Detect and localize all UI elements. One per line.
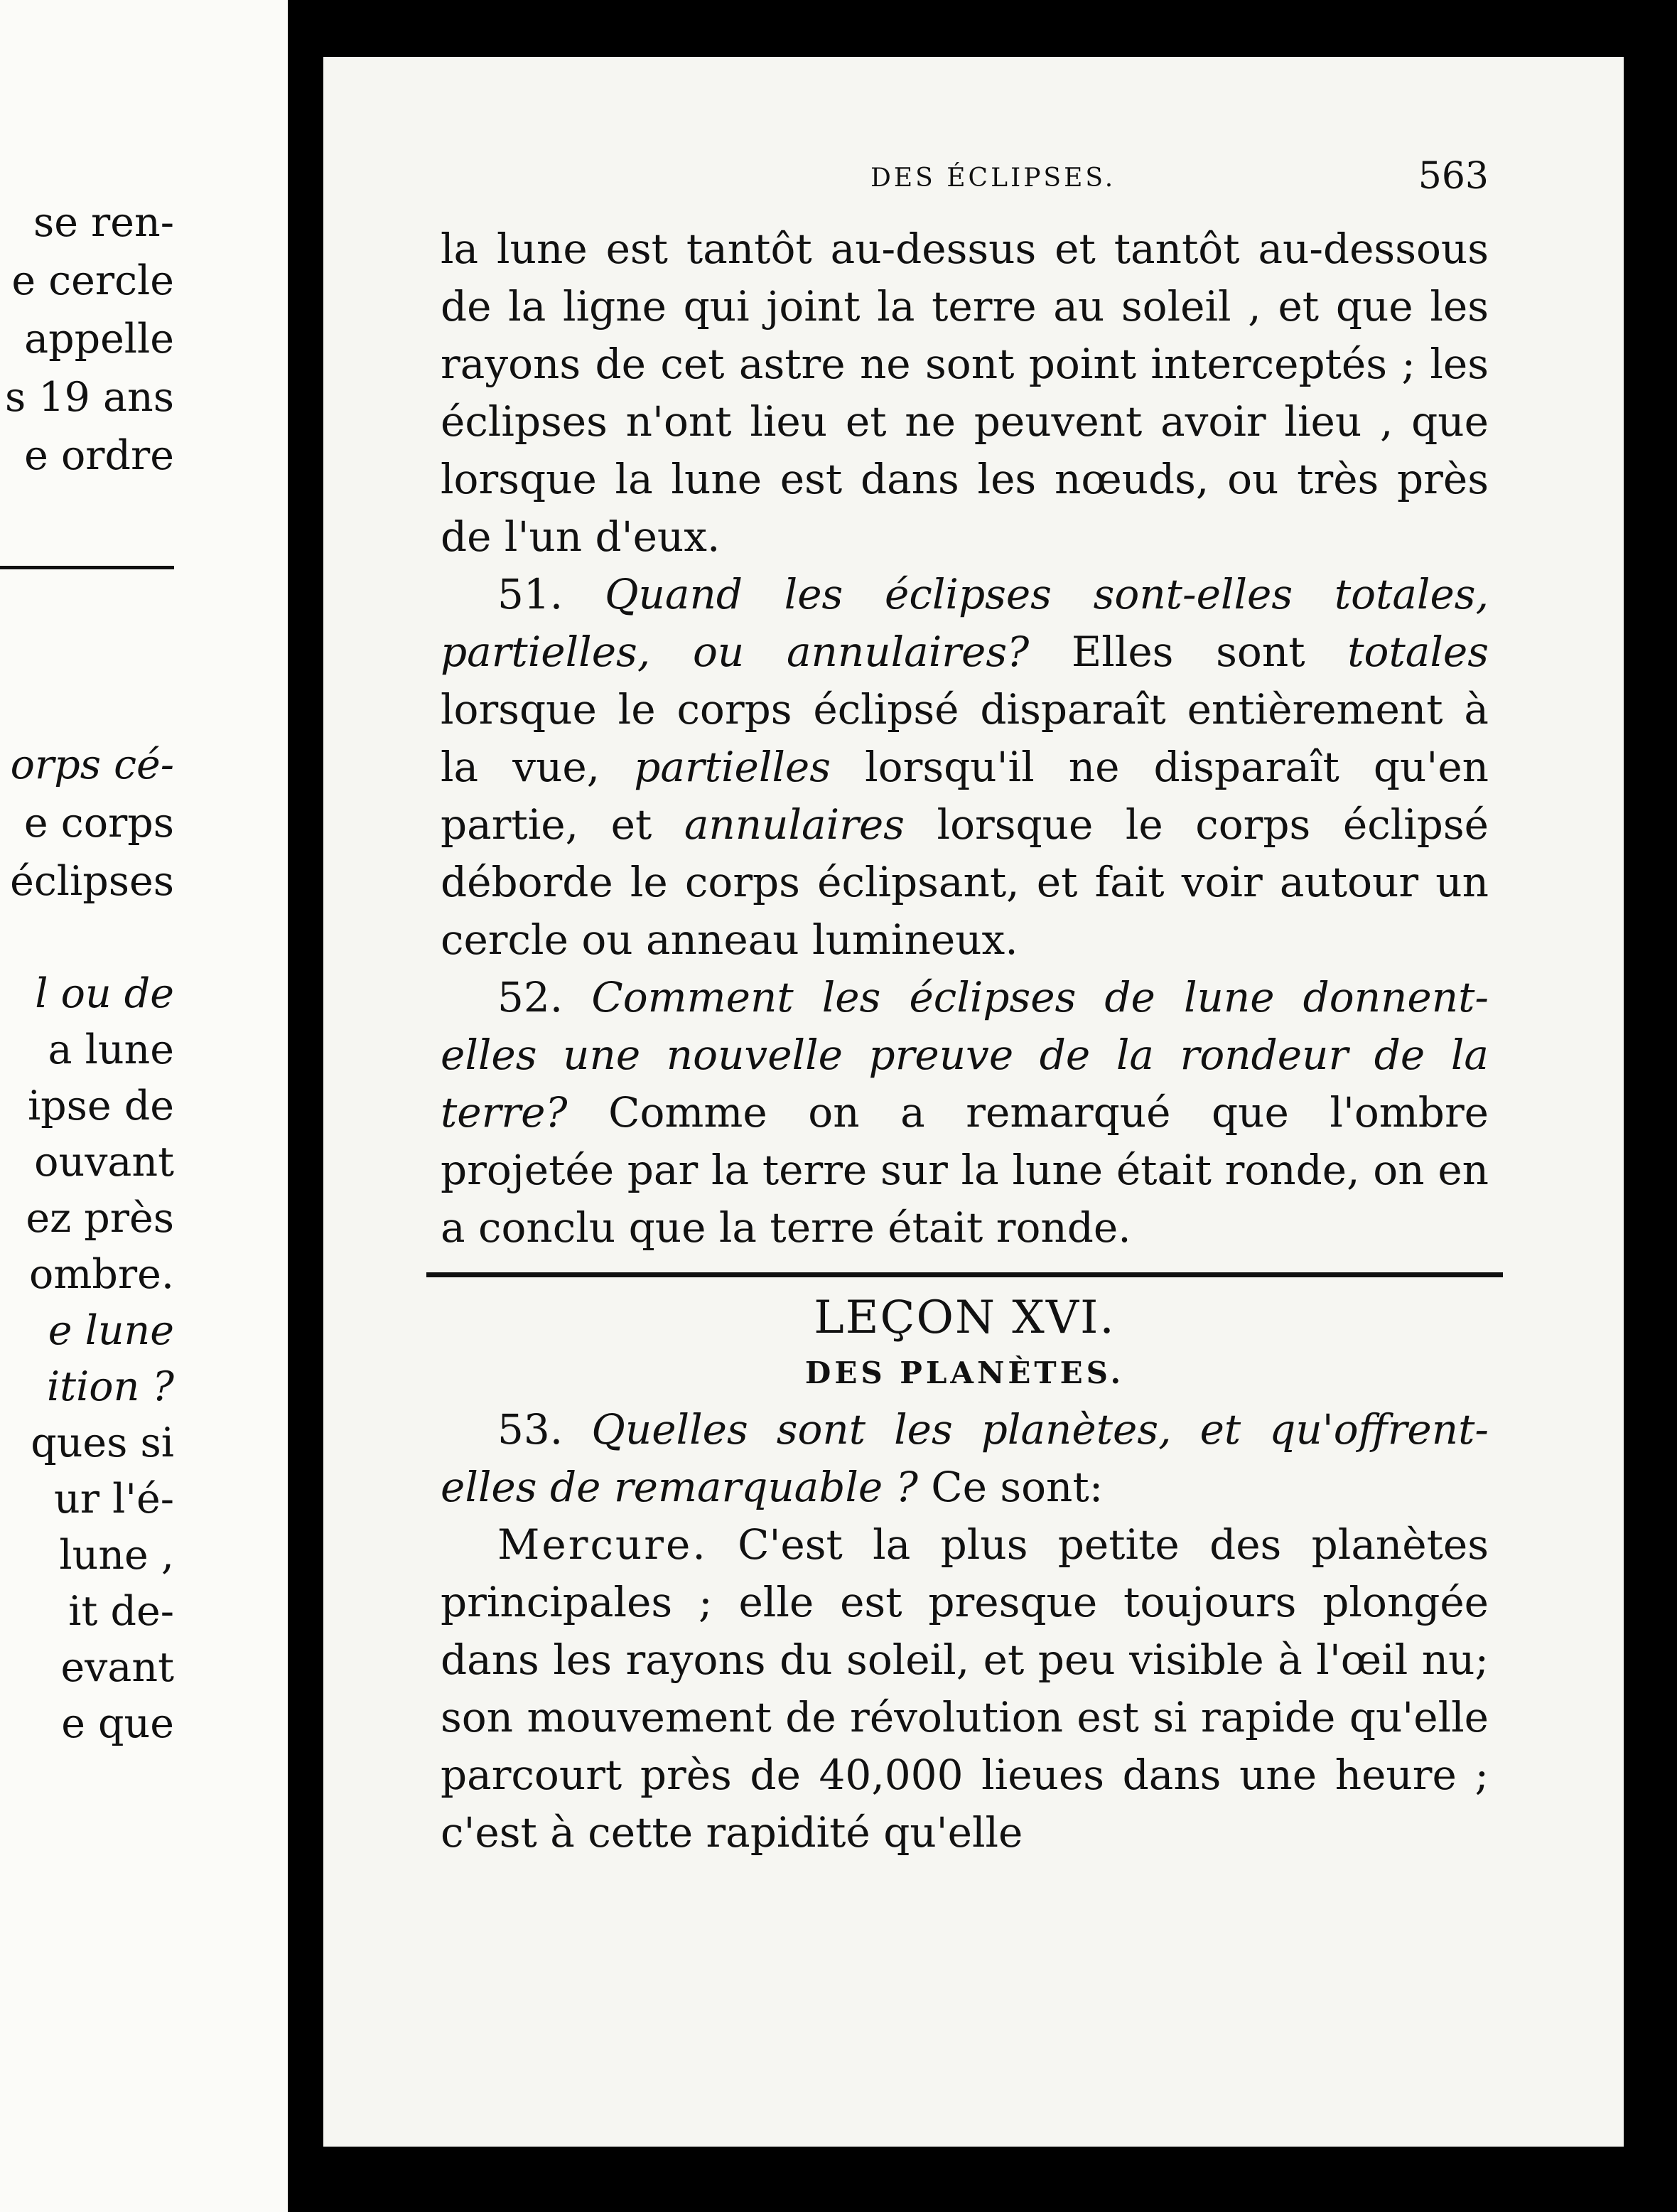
left-page-line: lune , [59,1532,174,1579]
question-number: 51. [497,570,564,618]
left-page-line: ques si [31,1419,174,1466]
question-text: Quelles sont les planètes, et qu'offrent-elles de remarquable ? [441,1405,1489,1511]
left-page-line: ez près [26,1195,174,1242]
lesson-title: LEÇON XVI. [814,1292,1116,1344]
answer-text: lorsqu'il ne disparaît qu'en partie, et [441,743,1489,849]
left-page-line: l ou de [35,970,174,1017]
running-title: DES ÉCLIPSES. [870,163,1116,193]
left-page-line: éclipses [10,858,174,905]
left-page-line: ouvant [34,1139,174,1186]
left-page-line: e que [61,1700,174,1747]
lesson-subtitle: DES PLANÈTES. [804,1355,1125,1390]
left-page-line: evant [60,1644,174,1691]
left-page-line: appelle [24,316,174,363]
left-page-rule [0,566,174,569]
answer-text: lorsque le corps éclipsé disparaît entièrement à la vue, [441,685,1489,791]
answer-text: Comme on a remarqué que l'ombre projetée par la terre sur la lune était ronde, on en a conclu que la terre était ronde. [441,1088,1489,1252]
left-page-line: orps cé- [10,741,174,788]
answer-term: totales [1347,628,1489,676]
left-page-line: ition ? [46,1363,174,1410]
question-51 [441,566,1489,969]
question-text: Comment les éclipses de lune donnent-elles une nouvelle preuve de la rondeur de la terre? [441,973,1489,1137]
answer-text: lorsque le corps éclipsé déborde le corps éclipsant, et fait voir autour un cercle ou anneau lumineux. [441,800,1489,964]
answer-term: annulaires [684,800,905,849]
right-page [323,57,1624,2147]
question-text: Quand les éclipses sont-elles totales, partielles, ou annulaires? [441,570,1489,676]
book-gutter [288,0,323,2212]
question-number: 53. [497,1405,564,1454]
left-page-line: ombre. [29,1251,174,1298]
question-number: 52. [497,973,564,1021]
section-rule [426,1272,1503,1277]
planet-description: C'est la plus petite des planètes principales ; elle est presque toujours plongée dans les rayons du soleil, et peu visible à l'œil nu; son mouvement de révolution est si rapide qu'elle parcourt près de 40,000 lieues dans une heure ; c'est à cette rapidité qu'elle [441,1520,1489,1857]
left-page-line: e ordre [24,432,174,479]
mercure-paragraph [441,1516,1489,1862]
left-page-line: ipse de [27,1083,174,1129]
left-page-line: it de- [68,1588,174,1635]
planet-name: Mercure. [497,1520,708,1569]
text-body [441,220,1489,1862]
question-53 [441,1401,1489,1516]
left-page-fragment [0,0,288,2212]
left-page-line: e corps [23,800,174,847]
page-number: 563 [1418,155,1489,198]
left-page-line: e cercle [11,257,174,304]
left-page-line: a lune [48,1026,174,1073]
left-page-line: ur l'é- [54,1476,174,1523]
answer-text: Ce sont: [917,1463,1104,1511]
question-52 [441,969,1489,1257]
answer-term: partielles [634,743,831,791]
left-page-line: se ren- [33,199,174,246]
paragraph-continuation: la lune est tantôt au-dessus et tantôt au-dessous de la ligne qui joint la terre au soleil , et que les rayons de cet astre ne sont point interceptés ; les éclipses n'ont lieu et ne peuvent avoir lieu , que lorsque la lune est dans les nœuds, ou très près de l'un d'eux. [441,225,1489,561]
left-page-line: s 19 ans [5,374,174,421]
answer-text: Elles sont [1029,628,1348,676]
running-head [323,155,1624,205]
left-page-line: e lune [48,1307,174,1354]
